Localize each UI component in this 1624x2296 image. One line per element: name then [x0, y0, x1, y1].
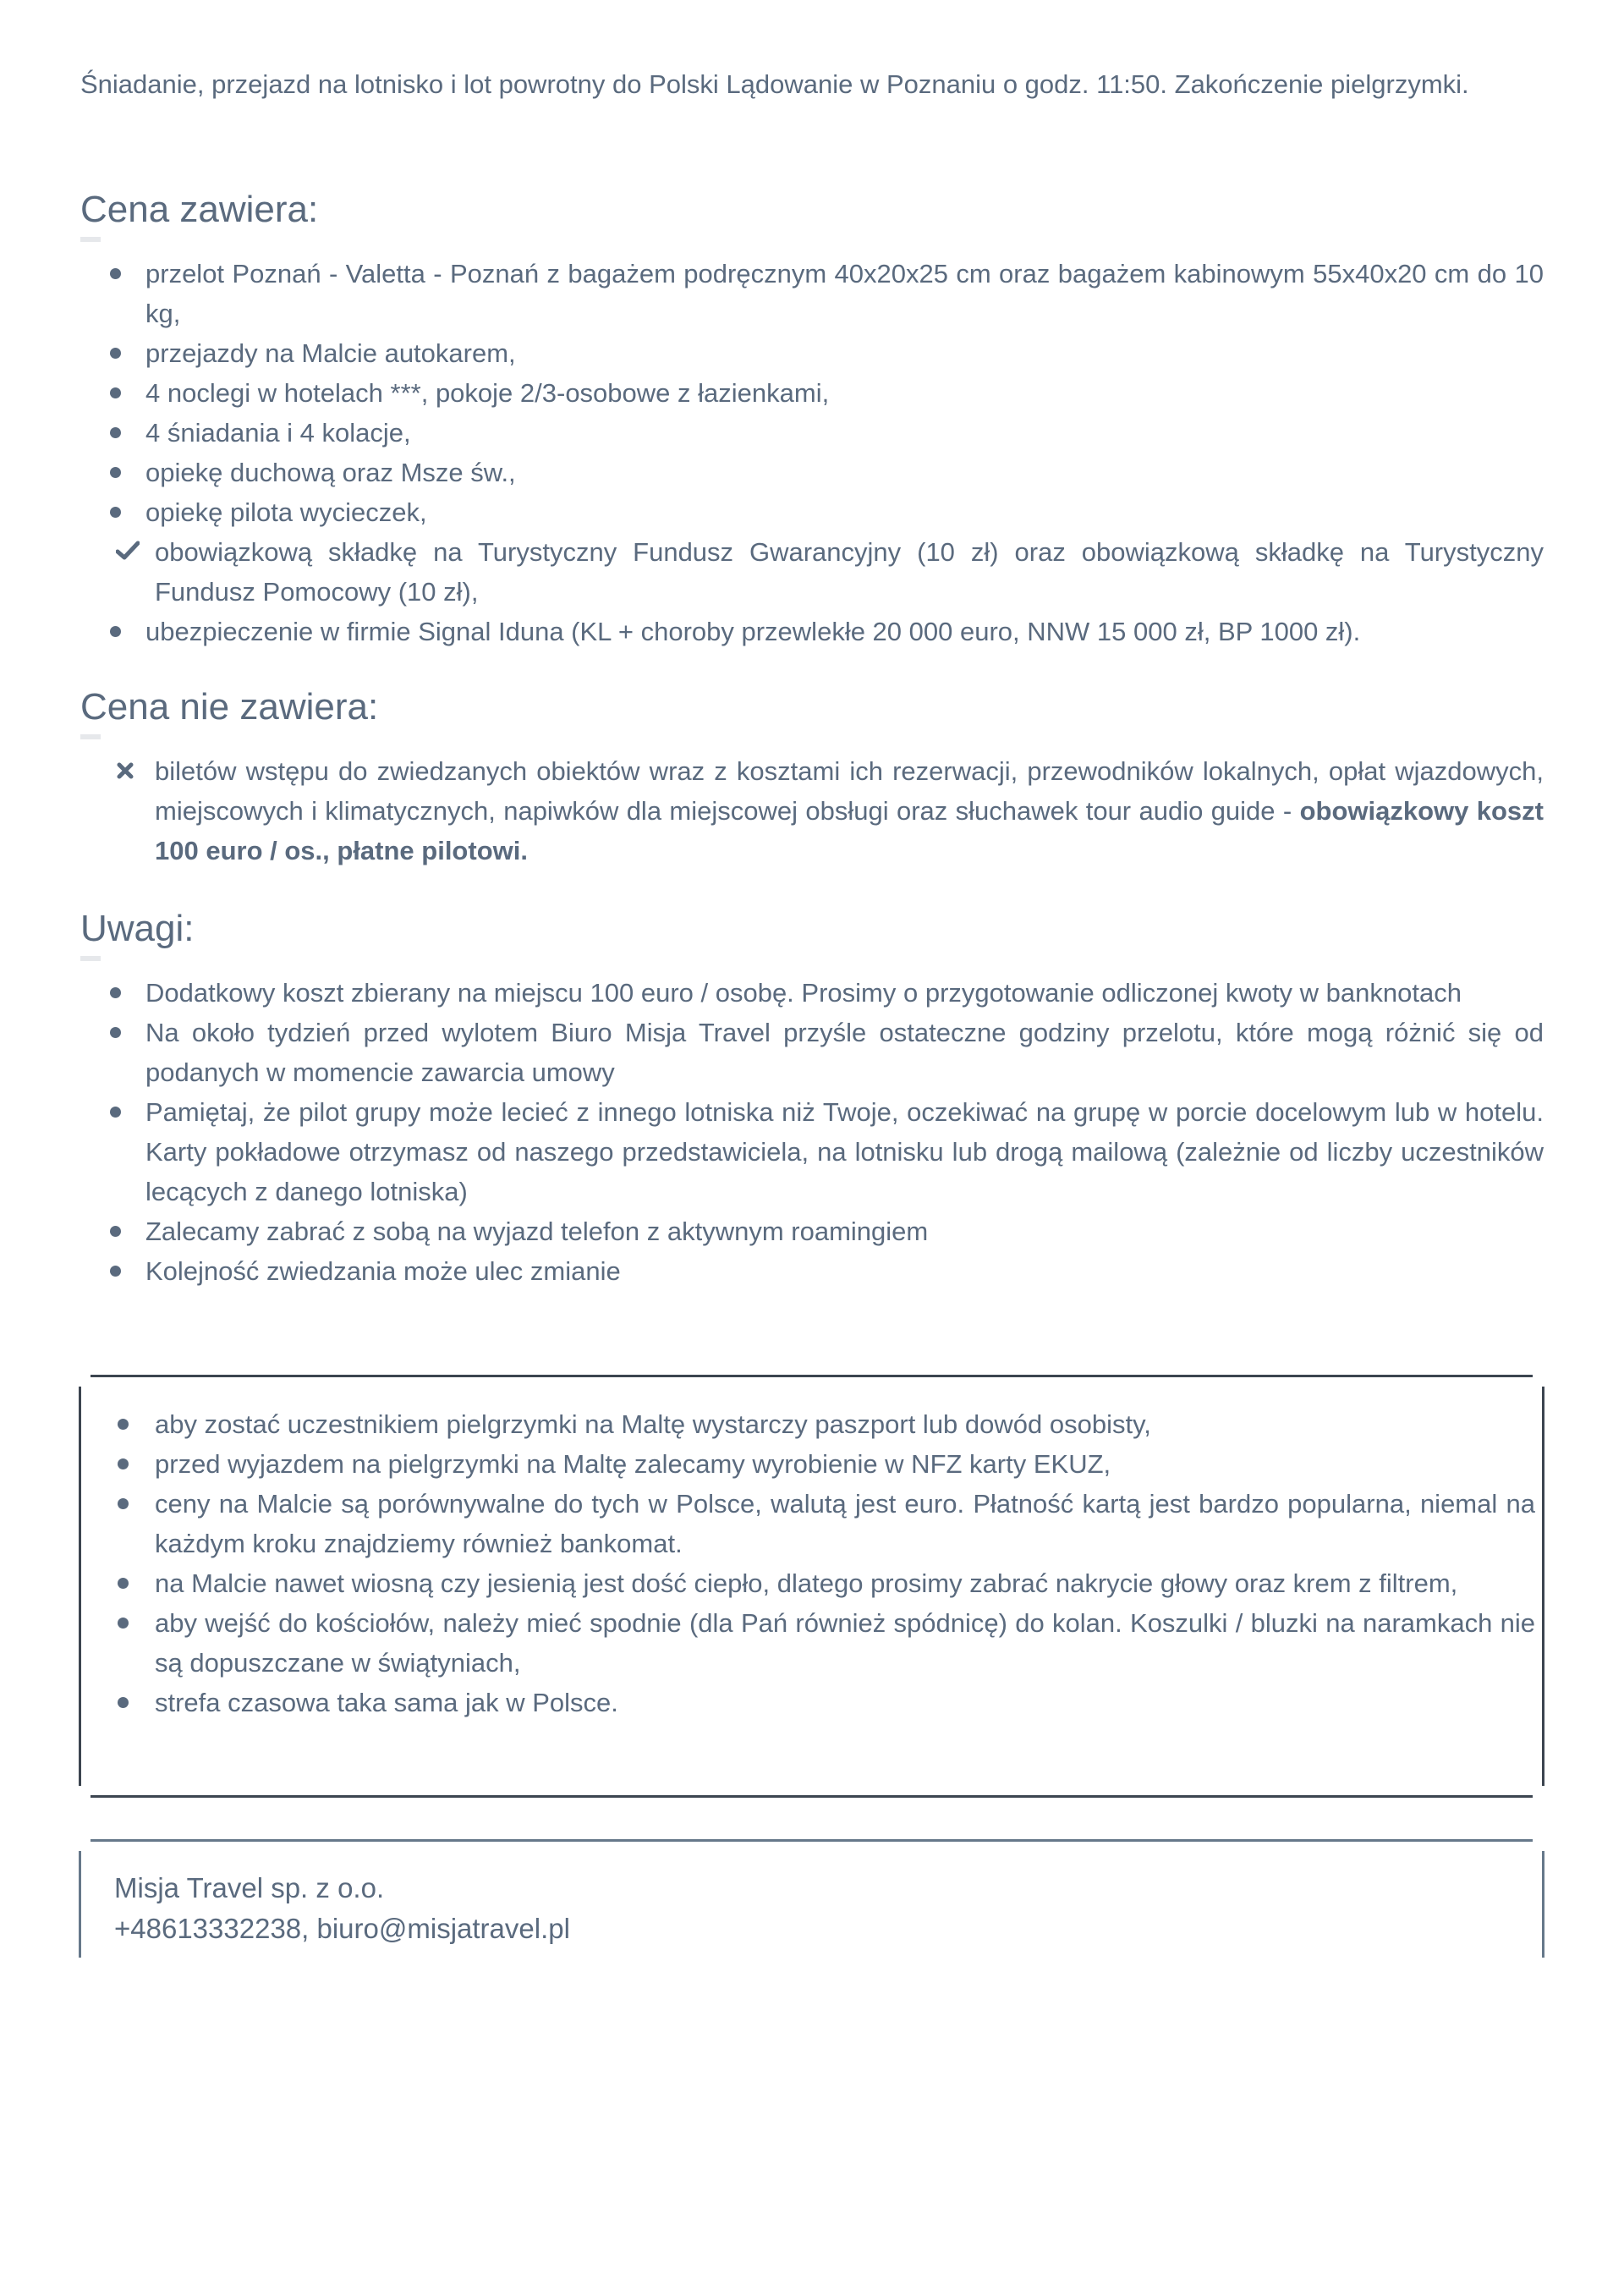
- box-border-left: [79, 1851, 81, 1958]
- list-item: [87, 1404, 1535, 1444]
- list-item: [80, 333, 1544, 373]
- notes-list: [80, 973, 1544, 1291]
- notes-heading: Uwagi:: [80, 908, 195, 949]
- bullet-icon: [110, 1027, 121, 1038]
- list-item: [80, 373, 1544, 413]
- list-item: [80, 492, 1544, 532]
- list-item: [80, 973, 1544, 1013]
- list-item: [87, 1563, 1535, 1603]
- bullet-icon: [110, 427, 121, 438]
- included-heading: Cena zawiera:: [80, 189, 319, 230]
- list-item: [80, 1013, 1544, 1092]
- list-item: [80, 413, 1544, 453]
- list-item-text: przejazdy na Malcie autokarem,: [145, 338, 516, 368]
- bullet-icon: [110, 507, 121, 518]
- list-item-text: Dodatkowy koszt zbierany na miejscu 100 euro / osobę. Prosimy o przygotowanie odliczonej kwoty w banknotach: [145, 978, 1462, 1008]
- excluded-section: [80, 685, 1544, 871]
- heading-underline: [80, 734, 101, 739]
- travel-info-box: [79, 1375, 1544, 1798]
- list-item-text: 4 noclegi w hotelach ***, pokoje 2/3-osobowe z łazienkami,: [145, 378, 830, 408]
- list-item-text: aby wejść do kościołów, należy mieć spodnie (dla Pań również spódnicę) do kolan. Koszulki / bluzki na naramkach nie są dopuszczane w świątyniach,: [155, 1608, 1535, 1678]
- mandatory-cost-note: obowiązkowy koszt 100 euro / os., płatne pilotowi.: [155, 796, 1544, 865]
- box-border-left: [79, 1387, 81, 1786]
- list-item-text: opiekę duchową oraz Msze św.,: [145, 458, 516, 487]
- list-item-text: Pamiętaj, że pilot grupy może lecieć z innego lotniska niż Twoje, oczekiwać na grupę w porcie docelowym lub w hotelu. Karty pokładowe otrzymasz od naszego przedstawiciela, na lotnisku lub drogą mailową (zależnie od liczby uczestników lecących z danego lotniska): [145, 1097, 1544, 1206]
- box-border-top: [91, 1375, 1533, 1377]
- list-item: [80, 612, 1544, 651]
- list-item: [80, 532, 1544, 612]
- list-item: [80, 254, 1544, 333]
- bullet-icon: [110, 1266, 121, 1277]
- intro-paragraph: Śniadanie, przejazd na lotnisko i lot powrotny do Polski Lądowanie w Poznaniu o godz. 11:50. Zakończenie pielgrzymki.: [80, 69, 1469, 99]
- intro-section: [80, 64, 1544, 104]
- heading-underline: [80, 956, 101, 961]
- bullet-icon: [110, 1107, 121, 1118]
- travel-info-list: [87, 1404, 1535, 1722]
- excluded-heading: Cena nie zawiera:: [80, 686, 379, 728]
- list-item-text: strefa czasowa taka sama jak w Polsce.: [155, 1688, 618, 1717]
- heading-underline: [80, 237, 101, 242]
- list-item-text: na Malcie nawet wiosną czy jesienią jest dość ciepło, dlatego prosimy zabrać nakrycie głowy oraz krem z filtrem,: [155, 1568, 1458, 1598]
- box-border-right: [1542, 1851, 1544, 1958]
- list-item: [87, 1683, 1535, 1722]
- check-icon: [116, 541, 140, 561]
- list-item: [80, 1092, 1544, 1211]
- box-border-top: [91, 1839, 1533, 1842]
- travel-info-content: [87, 1404, 1535, 1722]
- list-item-text: ubezpieczenie w firmie Signal Iduna (KL + choroby przewlekłe 20 000 euro, NNW 15 000 zł, BP 1000 zł).: [145, 617, 1361, 646]
- x-icon: [116, 761, 134, 780]
- list-item: [80, 751, 1544, 871]
- box-border-right: [1542, 1387, 1544, 1786]
- bullet-icon: [118, 1578, 129, 1589]
- list-item-text: przelot Poznań - Valetta - Poznań z bagażem podręcznym 40x20x25 cm oraz bagażem kabinowym 55x40x20 cm do 10 kg,: [145, 259, 1544, 328]
- bullet-icon: [110, 987, 121, 998]
- list-item-text: Kolejność zwiedzania może ulec zmianie: [145, 1256, 621, 1286]
- list-item-text: przed wyjazdem na pielgrzymki na Maltę zalecamy wyrobienie w NFZ karty EKUZ,: [155, 1449, 1111, 1479]
- bullet-icon: [110, 387, 121, 398]
- bullet-icon: [110, 348, 121, 359]
- bullet-icon: [110, 1226, 121, 1237]
- list-item-text: 4 śniadania i 4 kolacje,: [145, 418, 411, 448]
- bullet-icon: [110, 467, 121, 478]
- bullet-icon: [110, 268, 121, 279]
- list-item-text: biletów wstępu do zwiedzanych obiektów wraz z kosztami ich rezerwacji, przewodników lokalnych, opłat wjazdowych, miejscowych i klimatycznych, napiwków dla miejscowej obsługi oraz słuchawek tour audio guide -: [155, 756, 1544, 826]
- list-item-text: Zalecamy zabrać z sobą na wyjazd telefon z aktywnym roamingiem: [145, 1217, 929, 1246]
- list-item-text: Na około tydzień przed wylotem Biuro Misja Travel przyśle ostateczne godziny przelotu, które mogą różnić się od podanych w momencie zawarcia umowy: [145, 1018, 1544, 1087]
- list-item: [87, 1603, 1535, 1683]
- list-item-text: opiekę pilota wycieczek,: [145, 497, 427, 527]
- list-item: [87, 1484, 1535, 1563]
- contact-box: [79, 1839, 1544, 1958]
- box-border-bottom: [91, 1795, 1533, 1798]
- bullet-icon: [118, 1618, 129, 1629]
- bullet-icon: [110, 626, 121, 637]
- bullet-icon: [118, 1458, 129, 1469]
- list-item-text: aby zostać uczestnikiem pielgrzymki na Maltę wystarczy paszport lub dowód osobisty,: [155, 1409, 1151, 1439]
- list-item: [80, 1251, 1544, 1291]
- list-item: [87, 1444, 1535, 1484]
- company-name: Misja Travel sp. z o.o.: [114, 1872, 385, 1903]
- included-list: [80, 254, 1544, 651]
- list-item-text: ceny na Malcie są porównywalne do tych w Polsce, walutą jest euro. Płatność kartą jest bardzo popularna, niemal na każdym kroku znajdziemy również bankomat.: [155, 1489, 1535, 1558]
- notes-section: [80, 907, 1544, 1291]
- contact-phone-email[interactable]: +48613332238, biuro@misjatravel.pl: [114, 1913, 570, 1944]
- bullet-icon: [118, 1419, 129, 1430]
- contact-content: [114, 1868, 570, 1949]
- list-item: [80, 453, 1544, 492]
- included-section: [80, 188, 1544, 651]
- bullet-icon: [118, 1498, 129, 1509]
- excluded-list: [80, 751, 1544, 871]
- list-item-text: obowiązkową składkę na Turystyczny Fundusz Gwarancyjny (10 zł) oraz obowiązkową składkę na Turystyczny Fundusz Pomocowy (10 zł),: [155, 537, 1544, 607]
- list-item: [80, 1211, 1544, 1251]
- bullet-icon: [118, 1697, 129, 1708]
